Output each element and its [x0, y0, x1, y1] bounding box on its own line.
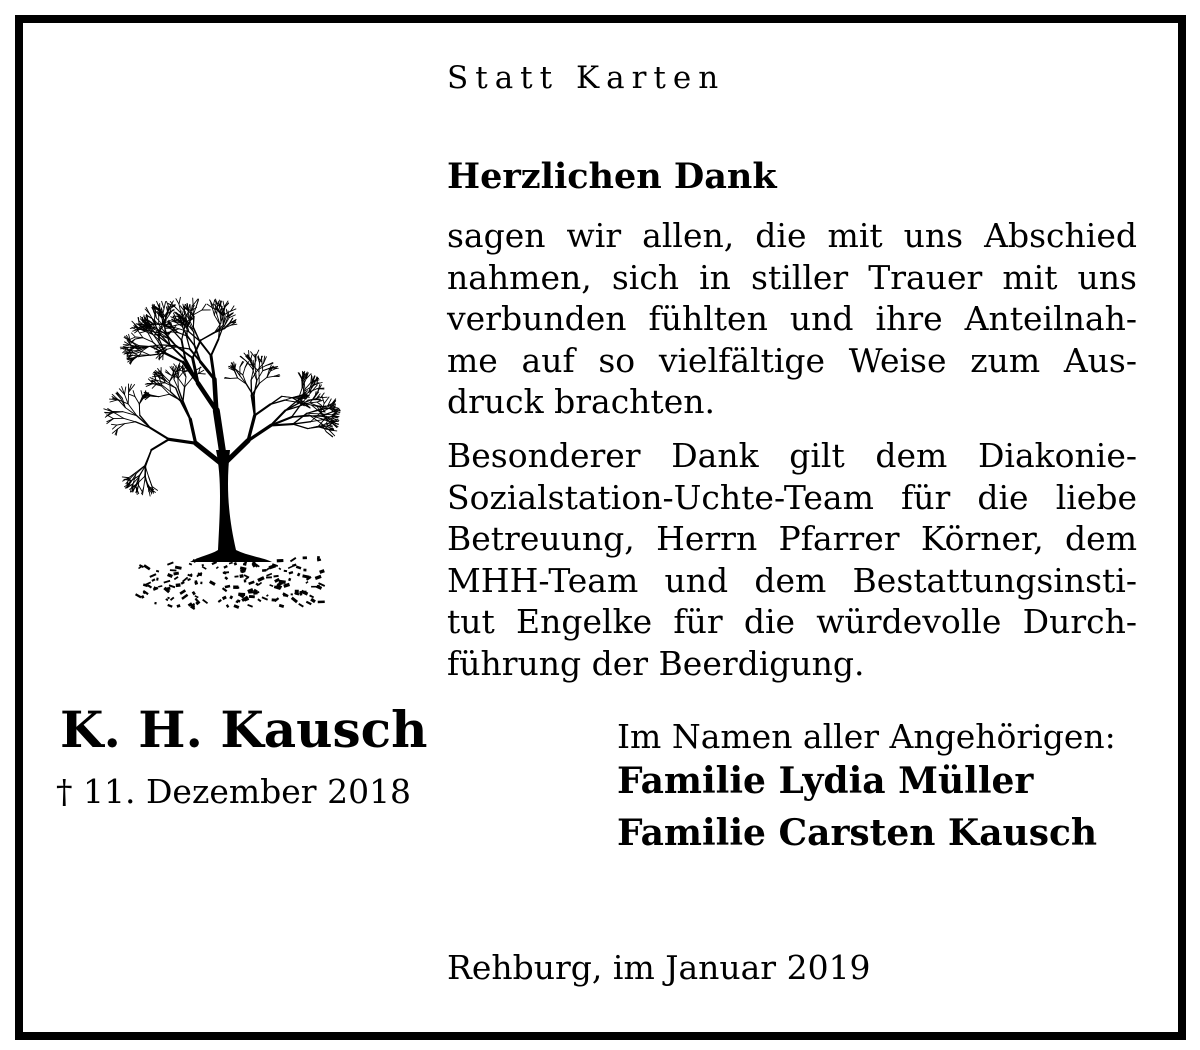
text-line: verbunden fühlten und ihre Anteilnah- — [447, 299, 1137, 338]
statt-karten-label: Statt Karten — [447, 60, 726, 96]
text-line: nahmen, sich in stiller Trauer mit uns — [447, 257, 1137, 297]
text-line: MHH-Team und dem Bestattungsinsti- — [447, 560, 1137, 600]
text-line: druck brachten. — [447, 382, 715, 421]
family-name: Familie Carsten Kausch — [617, 812, 1098, 854]
signoff-intro: Im Namen aller Angehörigen: — [617, 717, 1116, 756]
text-line: tut Engelke für die würdevolle Durch- — [447, 602, 1137, 641]
tree-icon — [90, 250, 365, 620]
text-line: Betreuung, Herrn Pfarrer Körner, dem — [447, 519, 1137, 558]
text-line: Besonderer Dank gilt dem Diakonie- — [447, 436, 1137, 475]
text-line: führung der Beerdigung. — [447, 643, 865, 683]
text-line: sagen wir allen, die mit uns Abschied — [447, 216, 1137, 255]
deceased-name: K. H. Kausch — [60, 700, 428, 759]
death-date: † 11. Dezember 2018 — [56, 772, 412, 811]
family-name: Familie Lydia Müller — [617, 760, 1034, 802]
thanks-heading: Herzlichen Dank — [447, 156, 777, 197]
text-line: Sozialstation-Uchte-Team für die liebe — [447, 477, 1137, 517]
text-line: me auf so vielfältige Weise zum Aus- — [447, 340, 1137, 380]
thanks-paragraph — [447, 215, 1137, 423]
special-thanks-paragraph — [447, 435, 1137, 684]
place-date: Rehburg, im Januar 2019 — [447, 948, 871, 987]
